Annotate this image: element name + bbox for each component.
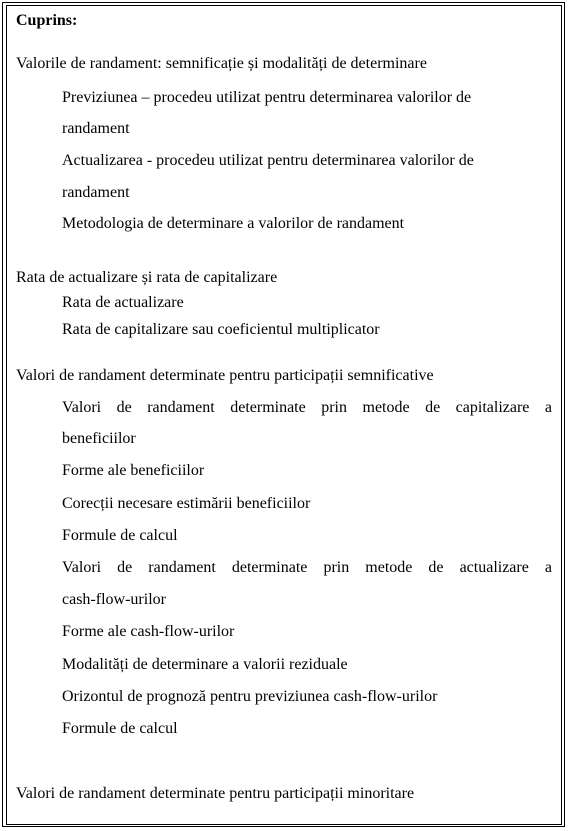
toc-item: Orizontul de prognoză pentru previziunea cash-flow-urilor [62, 688, 438, 705]
toc-item: Forme ale cash-flow-urilor [62, 623, 235, 640]
toc-item: Formule de calcul [62, 720, 178, 737]
toc-item: Metodologia de determinare a valorilor de randament [62, 215, 405, 232]
toc-item: Valori de randament determinate prin metode de actualizare a [62, 559, 552, 576]
toc-item: Valori de randament determinate prin metode de capitalizare a [62, 399, 552, 416]
toc-item: Actualizarea - procedeu utilizat pentru determinarea valorilor de [62, 152, 474, 169]
section-heading-2: Rata de actualizare și rata de capitalizare [16, 269, 278, 286]
section-heading-4: Valori de randament determinate pentru participații minoritare [16, 785, 415, 802]
toc-item: Forme ale beneficiilor [62, 462, 205, 479]
toc-item: Previziunea – procedeu utilizat pentru determinarea valorilor de [62, 89, 472, 106]
section-heading-1: Valorile de randament: semnificație și modalități de determinare [16, 55, 427, 72]
toc-item-continuation: randament [62, 184, 130, 201]
contents-title: Cuprins: [16, 12, 78, 29]
toc-item: Corecții necesare estimării beneficiilor [62, 495, 311, 512]
toc-item-continuation: cash-flow-urilor [62, 591, 166, 608]
toc-item: Rata de capitalizare sau coeficientul multiplicator [62, 321, 380, 338]
toc-item: Modalități de determinare a valorii reziduale [62, 656, 348, 673]
toc-item-continuation: randament [62, 120, 130, 137]
toc-item: Rata de actualizare [62, 294, 184, 311]
section-heading-3: Valori de randament determinate pentru participații semnificative [16, 367, 434, 384]
toc-item: Formule de calcul [62, 527, 178, 544]
toc-item-continuation: beneficiilor [62, 430, 136, 447]
